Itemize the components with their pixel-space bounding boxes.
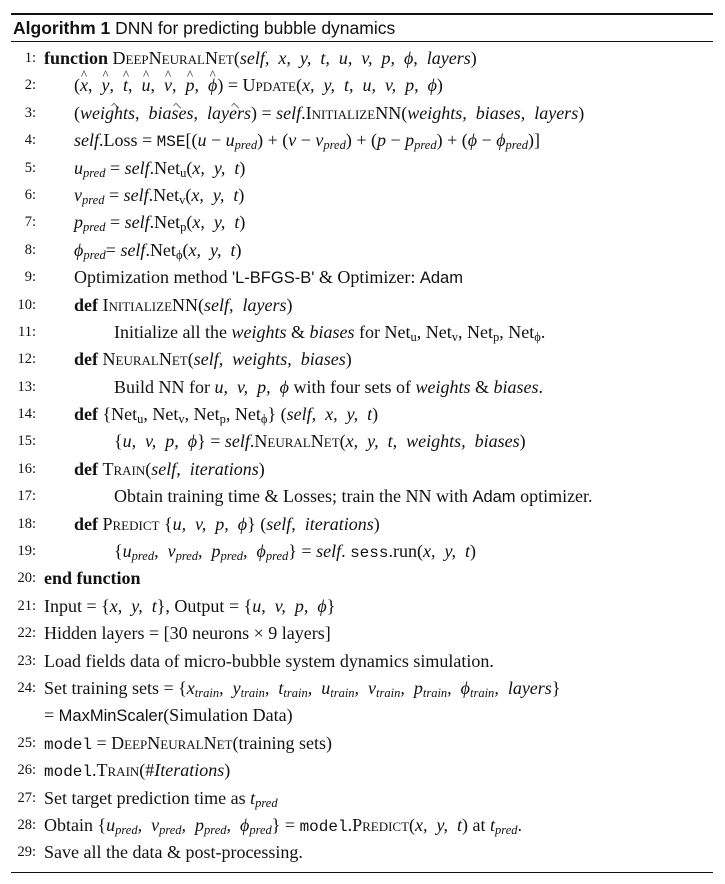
algo-line [11,374,713,401]
line-number: 3: [24,104,36,121]
line-text: Load fields data of micro-bubble system dynamics simulation. [44,650,494,671]
line-text: Obtain {$u_{pred}$, $v_{pred}$, $p_{pred}$, $\phi_{pred}$} = model.Predict(x, y, t) at $t_{pred}$. [44,814,522,837]
algo-line [11,785,713,812]
algo-line [11,155,713,182]
line-text: $p_{pred}$ = self.Net$_p$(x, y, t) [74,212,246,235]
line-text: Obtain training time & Losses; train the NN with Adam optimizer. [114,486,593,507]
line-number: 10: [17,296,36,313]
line-number: 5: [24,159,36,176]
algo-line [11,292,713,319]
algo-line [11,757,713,784]
line-text: self.Loss = $MSE[(u - u_{pred}) + (v - v_{pred}) + (p - p_{pred}) + (\phi - \phi_{pred})]$ [74,130,540,153]
line-number: 11: [18,323,36,340]
line-number: 19: [17,543,36,560]
line-text: model = DeepNeuralNet(training sets) [44,732,332,754]
line-text: Save all the data & post-processing. [44,842,303,863]
line-number: 8: [24,241,36,258]
line-text: function DeepNeuralNet(self, x, y, t, u, v, p, ϕ, layers) [44,48,477,68]
line-number: 25: [17,734,36,751]
line-text: Build NN for u, v, p, ϕ with four sets of weights & biases. [114,376,543,397]
line-number: 28: [17,816,36,833]
line-number: 1: [24,50,36,66]
line-text: Hidden layers = [30 neurons × 9 layers] [44,623,331,644]
line-number: 23: [17,652,36,669]
line-text: Initialize all the weights & biases for Net$_u$, Net$_v$, Net$_p$, Net$_\phi$. [114,321,546,344]
line-text: Optimization method 'L-BFGS-B' & Optimizer: Adam [74,267,463,288]
algo-line [11,456,713,483]
line-text: Set training sets = {$x_{train}$, $y_{train}$, $t_{train}$, $u_{train}$, $v_{train}$, $p_{train}$, $\phi_{train}$, layers} [44,677,561,700]
algo-line [11,730,713,757]
algo-line [11,346,713,373]
line-text: def InitializeNN(self, layers) [74,294,293,315]
algo-line [11,401,713,428]
line-number: 2: [24,77,36,94]
algo-line [11,648,713,675]
line-text: {$u_{pred}$, $v_{pred}$, $p_{pred}$, $\phi_{pred}$} = self. sess.run(x, y, t) [114,541,476,564]
line-text: = MaxMinScaler(Simulation Data) [44,705,293,726]
line-number: 21: [17,597,36,614]
line-number: 7: [24,214,36,231]
line-text: end function [44,568,141,589]
line-number: 24: [17,679,36,696]
algo-line [11,839,713,866]
algo-line [11,237,713,264]
line-number: 15: [17,433,36,450]
line-text: $v_{pred}$ = self.Net$_v$(x, y, t) [74,184,245,207]
line-text: (^ x, ^ y, ^ t, ^ u, ^ v, ^ p, ^ ϕ) = Update(x, y, t, u, v, p, ϕ) [74,72,443,99]
line-text: (weights, biases, layers) = self.InitializeNN(weights, biases, layers) [74,100,584,127]
line-text: {u, v, p, ϕ} = self.NeuralNet(x, y, t, weights, biases) [114,431,526,452]
algo-line [11,72,713,99]
algo-line [11,319,713,346]
line-text: def Train(self, iterations) [74,458,265,479]
algo-line [11,675,713,702]
line-number: 4: [24,132,36,149]
line-text: $u_{pred}$ = self.Net$_u$(x, y, t) [74,157,246,180]
algo-line [11,127,713,154]
line-text: Set target prediction time as $t_{pred}$ [44,787,278,810]
line-number: 14: [17,406,36,423]
caption-label: Algorithm 1 [13,18,111,38]
line-number: 26: [17,762,36,779]
line-number: 20: [17,570,36,587]
line-text: def Predict {u, v, p, ϕ} (self, iterations) [74,513,380,534]
algo-line [11,593,713,620]
algo-line [11,209,713,236]
algo-line [11,428,713,455]
algo-line [11,182,713,209]
algo-line [11,620,713,647]
algo-line [11,511,713,538]
algo-line [11,45,713,72]
line-number: 9: [24,269,36,286]
line-number: 22: [17,625,36,642]
line-number: 27: [17,789,36,806]
algo-line-continuation [11,702,713,729]
algo-line [11,100,713,127]
line-text: Input = {x, y, t}, Output = {u, v, p, ϕ} [44,595,336,616]
line-number: 13: [17,378,36,395]
algo-line [11,538,713,565]
line-text: def NeuralNet(self, weights, biases) [74,349,352,370]
algorithm-body [11,42,713,867]
line-number: 16: [17,460,36,477]
line-text: model.Train(#Iterations) [44,760,231,782]
line-number: 12: [17,351,36,368]
line-number: 17: [17,488,36,505]
caption-title: DNN for predicting bubble dynamics [115,18,396,38]
algo-line [11,483,713,510]
bottom-rule [11,872,713,873]
line-text: def {Net$_u$, Net$_v$, Net$_p$, Net$_\phi$} (self, x, y, t) [74,404,379,427]
line-number: 18: [17,515,36,532]
algorithm-caption [11,15,713,41]
algo-line [11,812,713,839]
line-number: 6: [24,186,36,203]
line-text: $\phi_{pred}=$ self.Net$_\phi$(x, y, t) [74,239,242,262]
algorithm-block [11,13,713,873]
algo-line [11,264,713,291]
algo-line [11,565,713,592]
line-number: 29: [17,844,36,861]
